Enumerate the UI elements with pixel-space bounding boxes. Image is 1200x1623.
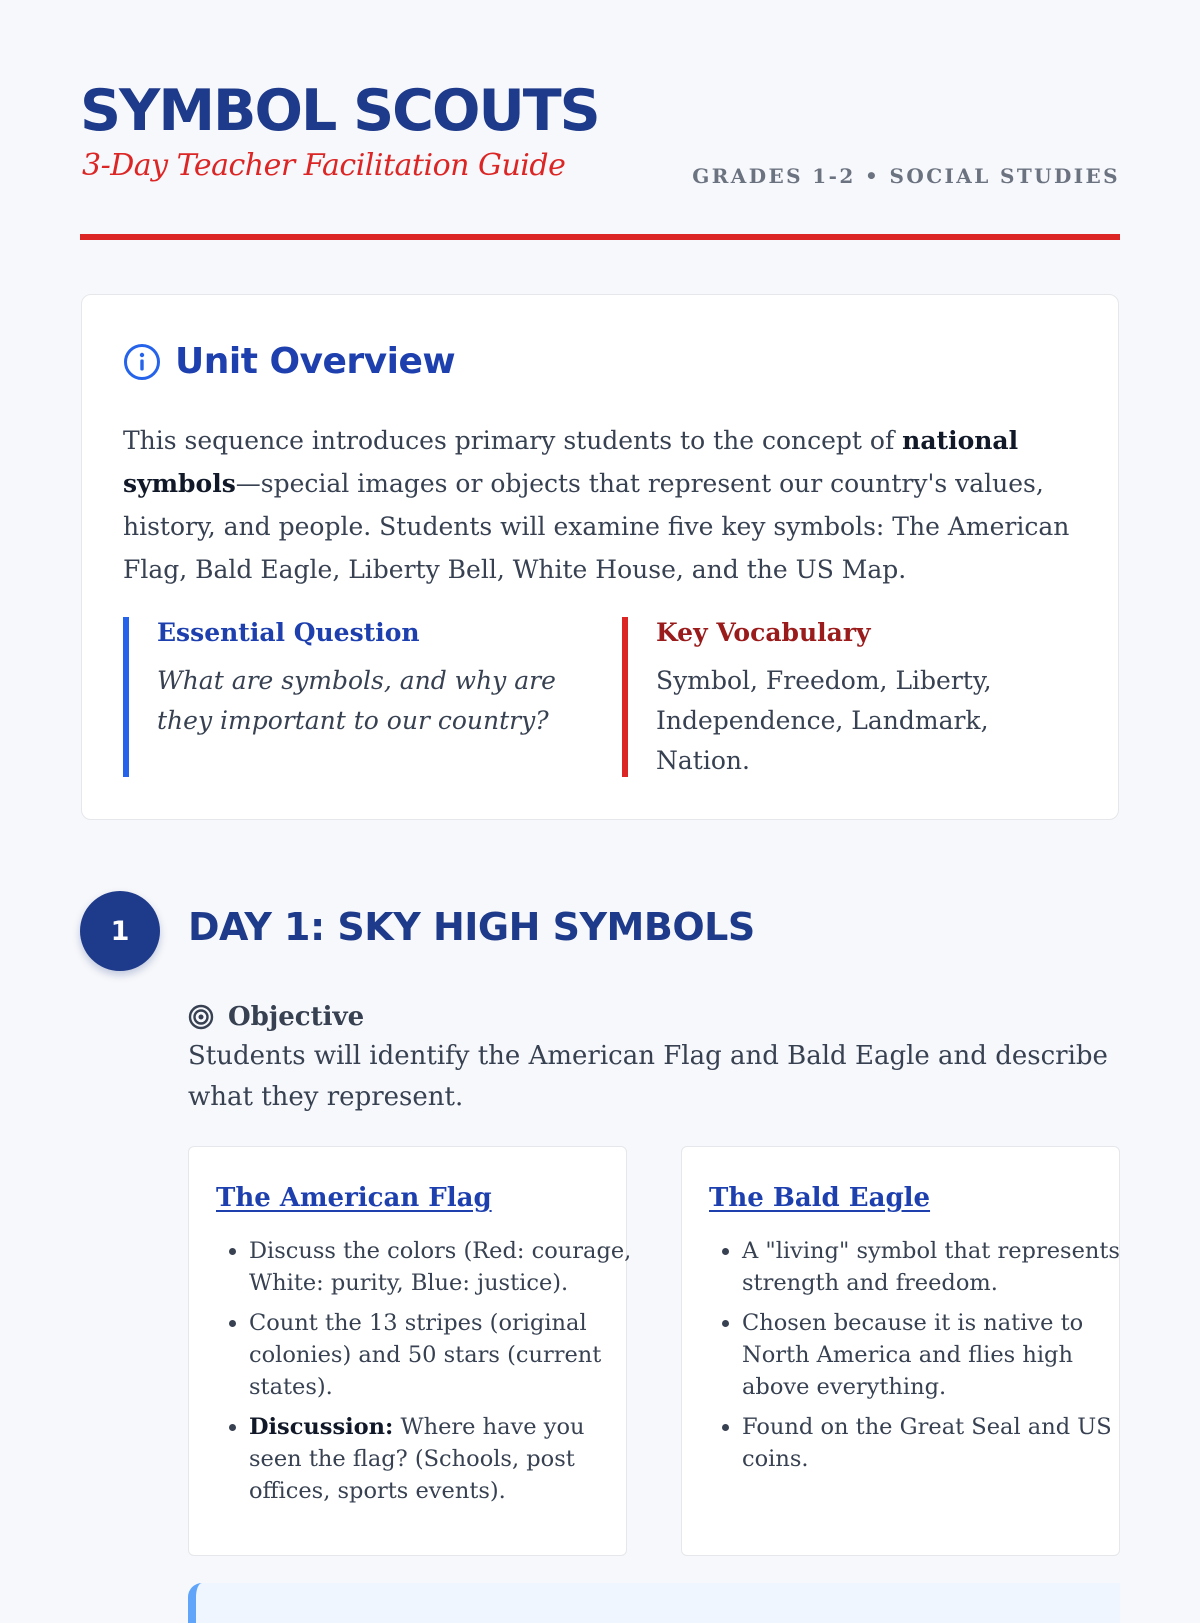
list-item <box>742 1235 1132 1299</box>
unit-overview-heading <box>123 341 455 382</box>
grade-subject-label: GRADES 1-2 • SOCIAL STUDIES <box>692 164 1120 188</box>
page-subtitle: 3-Day Teacher Facilitation Guide <box>82 148 566 183</box>
essential-question-label: Essential Question <box>157 618 420 647</box>
day-number-badge: 1 <box>80 891 160 971</box>
page-title: SYMBOL SCOUTS <box>80 78 599 144</box>
flag-card-title-link[interactable]: The American Flag <box>216 1183 492 1213</box>
flag-card <box>188 1146 632 1556</box>
unit-overview-title: Unit Overview <box>175 341 456 382</box>
unit-overview-text <box>123 419 1083 591</box>
unit-overview-card <box>81 294 1119 820</box>
day-title: DAY 1: SKY HIGH SYMBOLS <box>188 905 755 949</box>
essential-question-block <box>123 617 573 777</box>
objective-text: Students will identify the American Flag and Bald Eagle and describe what they represent. <box>188 1041 1108 1112</box>
target-icon <box>188 1004 214 1030</box>
activity-callout-box <box>188 1583 1120 1623</box>
info-icon <box>123 343 161 381</box>
list-item <box>249 1235 639 1299</box>
key-vocabulary-label: Key Vocabulary <box>656 618 871 647</box>
overview-text-part: —special images or objects that represent our country's values, history, and people. Students will examine five key symbols: The American Flag, Bald Eagle, Liberty Bell, White House, and the US Map. <box>123 469 1070 584</box>
flag-card-list <box>216 1235 639 1515</box>
eagle-card-list <box>709 1235 1132 1483</box>
list-item-text: Chosen because it is native to North America and flies high above everything. <box>742 1310 1084 1400</box>
essential-question-text: What are symbols, and why are they important to our country? <box>157 666 556 735</box>
key-vocabulary-block <box>622 617 1082 777</box>
overview-text-bold: national symbols <box>123 426 1019 498</box>
list-item <box>742 1411 1132 1475</box>
key-vocabulary-text: Symbol, Freedom, Liberty, Independence, Landmark, Nation. <box>656 666 992 775</box>
objective-label: Objective <box>228 1002 365 1032</box>
list-item-text: Count the 13 stripes (original colonies) and 50 stars (current states). <box>249 1310 602 1400</box>
list-item-bold: Discussion: <box>249 1414 394 1440</box>
list-item-text: Found on the Great Seal and US coins. <box>742 1414 1112 1472</box>
list-item-text: A "living" symbol that represents strength and freedom. <box>742 1238 1120 1296</box>
list-item <box>249 1307 639 1403</box>
overview-text-part: This sequence introduces primary students to the concept of <box>123 426 903 455</box>
list-item-text: Where have you seen the flag? (Schools, post offices, sports events). <box>249 1414 585 1504</box>
list-item <box>742 1307 1132 1403</box>
header-divider <box>80 234 1120 240</box>
eagle-card-title-link[interactable]: The Bald Eagle <box>709 1183 931 1213</box>
eagle-card <box>681 1146 1120 1556</box>
list-item <box>249 1411 639 1507</box>
objective-heading <box>188 1002 364 1032</box>
list-item-text: Discuss the colors (Red: courage, White: purity, Blue: justice). <box>249 1238 632 1296</box>
